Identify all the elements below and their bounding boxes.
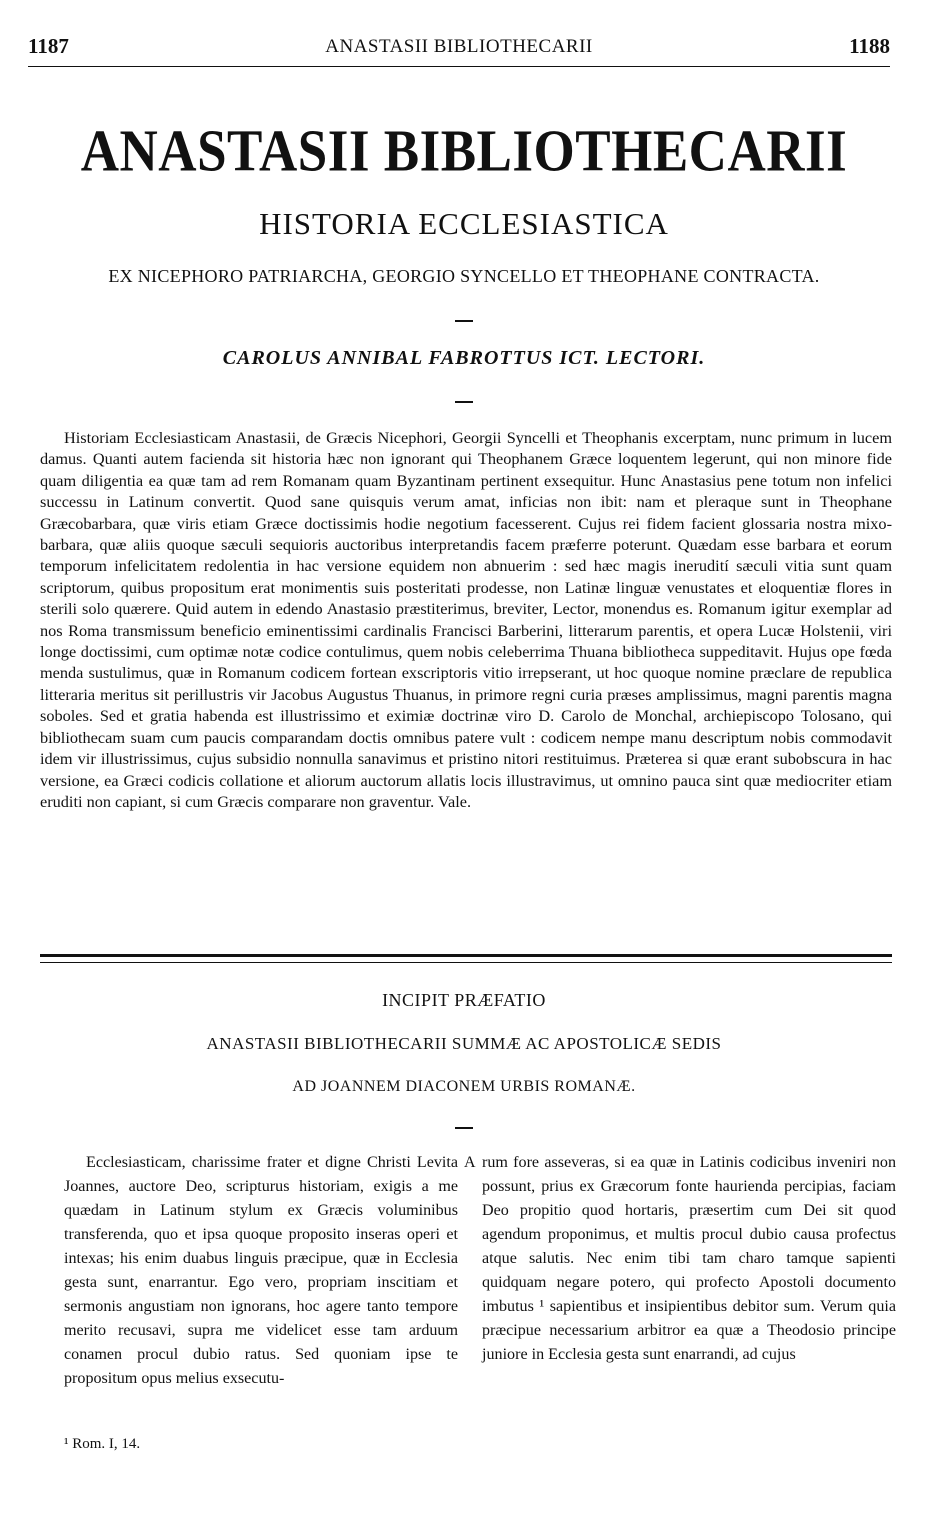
page-number-right: 1188 xyxy=(849,34,890,58)
subtitle: HISTORIA ECCLESIASTICA xyxy=(259,206,669,241)
epistle-title: CAROLUS ANNIBAL FABROTTUS ICT. LECTORI. xyxy=(222,347,706,369)
header-rule xyxy=(28,66,890,67)
section-rule xyxy=(40,954,892,963)
footnote: ¹ Rom. I, 14. xyxy=(64,1436,141,1452)
separator-dash xyxy=(455,401,473,403)
separator-dash xyxy=(455,320,473,322)
subtitle-sources: EX NICEPHORO PATRIARCHA, GEORGIO SYNCELLO ET THEOPHANE CONTRACTA. xyxy=(108,266,820,286)
margin-letter: A xyxy=(464,1154,476,1171)
running-head xyxy=(28,34,890,62)
preface-column-right: rum fore asseveras, si ea quæ in Latinis codicibus inveniri non possunt, prius ex Græcorum fonte haurienda percipias, faciam Deo propitio quod hortaris, præsertim cum Dei sit quod agendum proponimus, et multis procul dubio causa profectus atque salutis. Nec enim tibi tam charo tamque sapienti quidquam negare potero, qui profecto Apostoli documento imbutus ¹ sapientibus et insipientibus debitor sum. Verum quia præcipue necessarium arbitror ea quæ a Theodosio principe juniore in Ecclesia gesta sunt enarrandi, ad cujus xyxy=(482,1154,896,1363)
page-number-left: 1187 xyxy=(28,34,69,58)
separator-dash xyxy=(455,1127,473,1129)
preface-column-left: Ecclesiasticam, charissime frater et digne Christi Levita Joannes, auctore Deo, scripturus historiam, exigis a me quædam in Latinum stylum ex Græcis voluminibus transferenda, quo et ipsa quoque proposito inseras operi et intexas; his enim duabus linguis præcipue, quæ in Ecclesia gesta sunt, enarrantur. Ego vero, propriam inscitiam et sermonis angustiam non ignorans, hoc agere tanto tempore merito recusavi, supra me videlicet esse tam arduum conamen procul dubio ratus. Sed quoniam ipse te propositum opus melius exsecutu- xyxy=(64,1154,458,1387)
preface-heading: INCIPIT PRÆFATIO xyxy=(382,990,546,1010)
main-title: ANASTASII BIBLIOTHECARII xyxy=(80,119,848,185)
preface-subheading: ANASTASII BIBLIOTHECARII SUMMÆ AC APOSTOLICÆ SEDIS xyxy=(206,1034,722,1053)
epistle-body: Historiam Ecclesiasticam Anastasii, de Græcis Nicephori, Georgii Syncelli et Theophanis excerptam, nunc primum in lucem damus. Quanti autem facienda sit historia hæc non ignorant qui Theophanem Græce loquentem legerunt, qui non minore fide quam diligentia ea quæ tam ad rem Romanam quam Byzantinam pertinent exsequitur. Hunc Anastasius pene totum non infelici successu in Latinum convertit. Quod sane quisquis verum amat, inficias non ibit: nam et pleraque sunt in Theophane Græcobarbara, quæ viris etiam Græce doctissimis hodie negotium facesserent. Cujus rei fidem facient glossaria nostra mixo-barbara, quæ aliis quoque sæculi sequioris auctoribus interpretandis facem præferre poterunt. Quædam esse barbara et eorum temporum infelicitatem redolentia in hac versione equidem non abnuerim : sed hæc magis inerudití sæculi vitia sunt quam scriptorum, quibus propositum erat monimentis suis posteritati prodesse, non Latinæ linguæ venustates et eloquentiæ flores in sterili solo quærere. Quid autem in edendo Anastasio præstiterimus, breviter, Lector, monendus es. Romanum igitur exemplar ad nos Roma transmissum beneficio eminentissimi cardinalis Francisci Barberini, litterarum parentis, et opera Lucæ Holstenii, viri longe doctissimi, cum optimæ notæ codice contulimus, quem nobis celeberrima Thuana bibliotheca suppeditavit. Hujus ope fœda menda sustulimus, quæ in Romanum codicem fortean exscriptoris vitio irrepserant, ut hoc quoque nomine præclare de republica litteraria meritus sit perillustris vir Jacobus Augustus Thuanus, in primore regni curia præses amplissimus, magni parentis magna soboles. Sed et gratia habenda est illustrissimo et eximiæ doctrinæ viro D. Carolo de Monchal, archiepiscopo Tolosano, qui bibliothecam suam cum paucis comparandam doctis omnibus patere vult : codicem nempe manu descriptum nobis commodavit idem vir illustrissimus, cujus subsidio nonnulla sanavimus et pristino nitori restituimus. Præterea si quæ erant subobscura in hac versione, ea Græci codicis collatione et aliorum auctorum allatis locis illustravimus, ut omnino pauca sint quæ mediocriter etiam eruditi non capiant, si cum Græcis comparare non graventur. Vale. xyxy=(40,428,892,811)
preface-addressee: AD JOANNEM DIACONEM URBIS ROMANÆ. xyxy=(292,1078,636,1095)
running-head-title: ANASTASII BIBLIOTHECARII xyxy=(325,36,593,57)
